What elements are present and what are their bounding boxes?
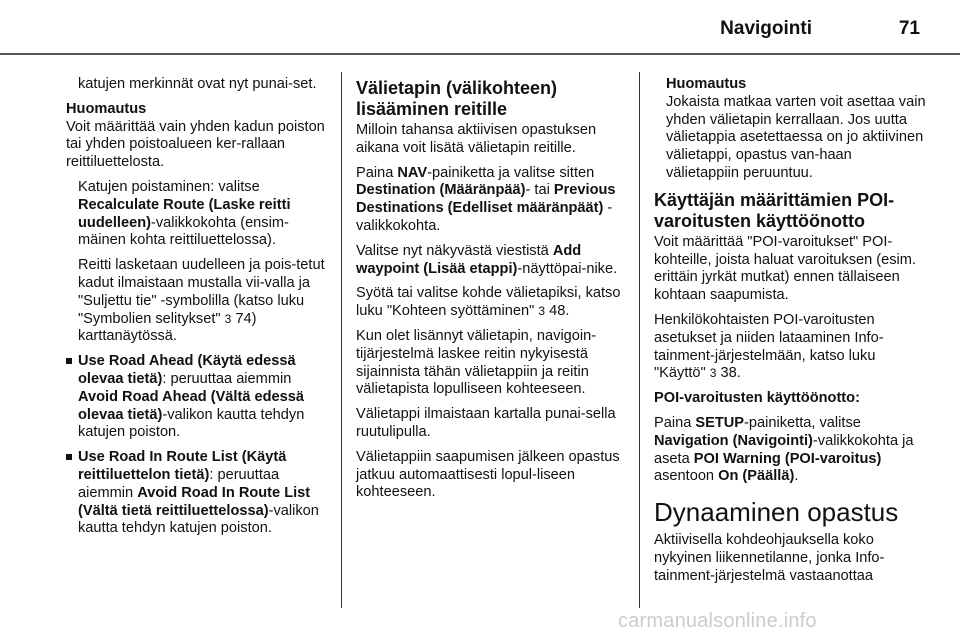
bullet-item: Use Road Ahead (Käytä edessä olevaa tietä): peruuttaa aiemmin Avoid Road Ahead (Vältä edessä olevaa tietä)-valikon kautta tehdyn katujen poiston. — [66, 353, 328, 442]
continued-paragraph: katujen merkinnät ovat nyt punai-set. — [78, 76, 317, 92]
paragraph: Välietappi ilmaistaan kartalla punai-sella ruutulipulla. — [356, 406, 616, 440]
menu-item-ref: Recalculate Route (Laske reitti uudelleen) — [78, 196, 291, 231]
column-2 — [356, 76, 626, 509]
subheading: POI-varoitusten käyttöönotto: — [654, 390, 860, 407]
chapter-heading: Dynaaminen opastus — [654, 497, 899, 528]
paragraph: Kun olet lisännyt välietapin, navigoin-tijärjestelmä laskee reitin nykyisestä sijainnista tähän välietappiin ja reitin välietapista lopulliseen kohteeseen. — [356, 327, 597, 398]
section-heading: Välietapin (välikohteen) lisääminen reitille — [356, 78, 558, 119]
column-1 — [66, 76, 328, 545]
bullet-icon — [66, 358, 72, 364]
note-text: Jokaista matkaa varten voit asettaa vain yhden välietapin kerrallaan. Jos uutta välietappia asetettaessa on jo aktiivinen välietappi, opastus van-haan välietappiin peruuntuu. — [666, 93, 926, 181]
watermark: carmanualsonline.info — [618, 610, 817, 632]
header-divider — [0, 53, 960, 55]
bullet-icon — [66, 454, 72, 460]
paragraph: Henkilökohtaisten POI-varoitusten asetukset ja niiden lataaminen Info-tainment-järjestelmään, katso luku "Käyttö" 3 38. — [654, 311, 884, 382]
paragraph: Paina SETUP-painiketta, valitse Navigation (Navigointi)-valikkokohta ja aseta POI Warning (POI-varoitus) asentoon On (Päällä). — [654, 414, 914, 485]
paragraph: Reitti lasketaan uudelleen ja pois-tetut kadut ilmaistaan mustalla vii-valla ja "Suljettu tie" -symbolilla (katso luku "Symbolien selitykset" 3 74) karttanäytössä. — [78, 257, 325, 345]
page-ref-icon: 3 — [538, 304, 546, 319]
note-title: Huomautus — [666, 76, 747, 92]
paragraph: Paina NAV-painiketta ja valitse sitten Destination (Määränpää)- tai Previous Destinations (Edelliset määränpäät) -valikkokohta. — [356, 164, 616, 234]
paragraph: Katujen poistaminen: valitse Recalculate Route (Laske reitti uudelleen)-valikkokohta (ensim-mäinen kohta reittiluettelossa). — [78, 178, 291, 249]
page-ref-icon: 3 — [224, 311, 232, 326]
paragraph: Syötä tai valitse kohde välietapiksi, katso luku "Kohteen syöttäminen" 3 48. — [356, 285, 621, 320]
paragraph: Välietappiin saapumisen jälkeen opastus jatkuu automaattisesti lopul-liseen kohteeseen. — [356, 448, 620, 501]
note-text: Voit määrittää vain yhden kadun poiston tai yhden poistoalueen ker-rallaan reittiluettelosta. — [66, 118, 325, 171]
paragraph: Voit määrittää "POI-varoitukset" POI-kohteille, joista haluat varoituksen (esim. erittäin jyrkät mutkat) ennen tällaiseen kohtaan saapumista. — [654, 233, 917, 304]
paragraph: Milloin tahansa aktiivisen opastuksen aikana voit lisätä välietapin reitille. — [356, 122, 597, 156]
bullet-item: Use Road In Route List (Käytä reittiluettelon tietä): peruuttaa aiemmin Avoid Road In Route List (Vältä tietä reittiluettelossa)-valikon kautta tehdyn katujen poiston. — [66, 449, 328, 538]
paragraph: Aktiivisella kohdeohjauksella koko nykyinen liikennetilanne, jonka Info-tainment-järjestelmä vastaanottaa — [654, 532, 885, 584]
page-number: 71 — [898, 18, 920, 39]
note-block — [66, 101, 328, 172]
column-divider — [341, 72, 342, 608]
page-header-title: Navigointi — [720, 18, 812, 39]
note-title: Huomautus — [66, 100, 147, 117]
note-block — [654, 76, 928, 183]
page-ref-icon: 3 — [709, 366, 717, 381]
section-heading: Käyttäjän määrittämien POI-varoitusten käyttöönotto — [654, 189, 895, 231]
column-3 — [654, 76, 928, 593]
paragraph: Valitse nyt näkyvästä viestistä Add waypoint (Lisää etappi)-näyttöpai-nike. — [356, 242, 618, 277]
column-divider — [639, 72, 640, 608]
